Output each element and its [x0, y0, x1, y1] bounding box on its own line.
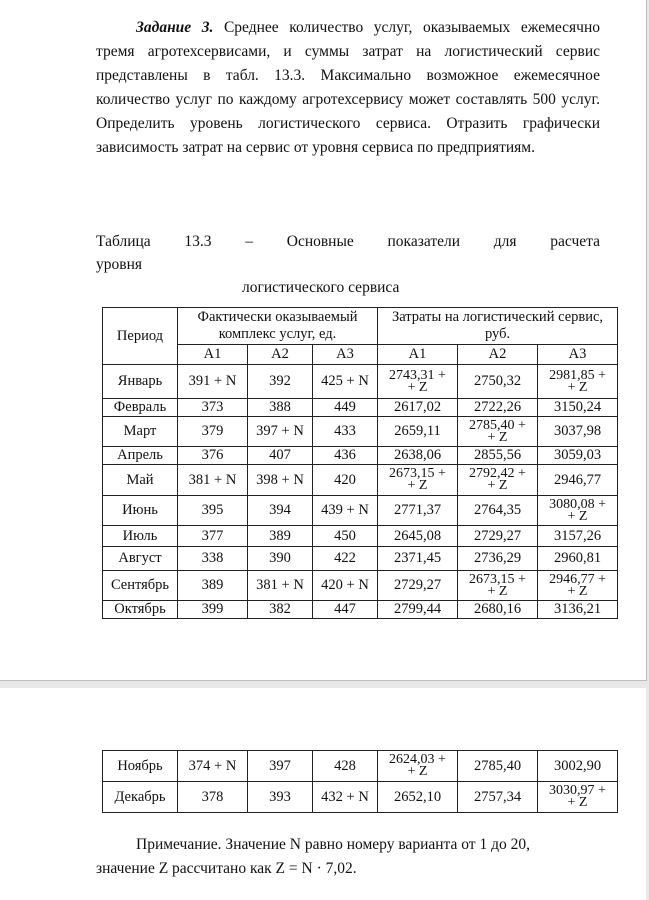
cost-value-line: 3080,08 + [549, 496, 606, 512]
cell-services-s1: 374 + N [178, 751, 248, 782]
caption-word: – [245, 233, 254, 250]
cell-services-s3: 439 + N [313, 496, 378, 526]
cost-value-line: 2785,40 + [469, 417, 526, 433]
cost-value-line: 3002,90 [553, 757, 602, 774]
cell-costs-c3 [538, 496, 618, 526]
cost-value-line: 2652,10 [393, 788, 442, 805]
cell-period: Март [103, 417, 178, 447]
table-row [103, 447, 618, 465]
cell-services-s1: 379 [178, 417, 248, 447]
cell-services-s3: 428 [313, 751, 378, 782]
caption-word: показатели [387, 233, 461, 250]
cell-services-s1: 399 [178, 601, 248, 619]
cost-value-line: 2757,34 [473, 788, 522, 805]
cell-services-s3: 422 [313, 547, 378, 571]
cell-costs-c3 [538, 547, 618, 571]
cell-services-s3: 450 [313, 526, 378, 547]
cell-costs-c2 [458, 465, 538, 496]
cell-services-s1: 389 [178, 571, 248, 601]
table-row [103, 526, 618, 547]
cell-costs-c3 [538, 417, 618, 447]
subheader-a2: А2 [248, 345, 313, 365]
cell-services-s1: 381 + N [178, 465, 248, 496]
cost-value-line: 2736,29 [473, 550, 522, 566]
cost-value-line: + Z [407, 478, 428, 493]
cost-value-line: 2785,40 [473, 757, 522, 774]
cost-value-line: 2673,15 + [389, 466, 446, 481]
cell-services-s2: 388 [248, 399, 313, 417]
subheader-a3: А3 [538, 345, 618, 365]
caption-word: Основные [286, 233, 354, 250]
cell-costs-c2 [458, 365, 538, 399]
cost-value-line: + Z [487, 429, 508, 445]
note-paragraph [96, 833, 600, 881]
cell-services-s1: 376 [178, 447, 248, 465]
task-text: Среднее количество услуг, оказываемых ежемесячно тремя агротехсервисами, и суммы затрат на логистический сервис представлены в табл. 13.3. Максимально возможное ежемесячное количество услуг по каждому агротехсервису может составлять 500 услуг. Определить уровень логистического сервиса. Отразить графически зависимость затрат на сервис от уровня сервиса по предприятиям. [96, 19, 601, 156]
cell-costs-c2 [458, 782, 538, 813]
cell-services-s3: 420 + N [313, 571, 378, 601]
cost-value-line: + Z [567, 795, 588, 810]
cell-services-s3: 436 [313, 447, 378, 465]
cell-services-s2: 381 + N [248, 571, 313, 601]
cell-costs-c2 [458, 417, 538, 447]
caption-word: расчета [550, 233, 600, 250]
cell-services-s2: 394 [248, 496, 313, 526]
cell-services-s2: 397 + N [248, 417, 313, 447]
cost-value-line: 2960,81 [553, 550, 602, 566]
table-row [103, 571, 618, 601]
cost-value-line: + Z [567, 379, 588, 395]
cost-value-line: + Z [567, 583, 588, 599]
cell-costs-c1 [378, 465, 458, 496]
cell-costs-c3 [538, 399, 618, 417]
cost-value-line: 2638,06 [393, 447, 442, 463]
cell-services-s1: 377 [178, 526, 248, 547]
cell-services-s2: 382 [248, 601, 313, 619]
cell-costs-c3 [538, 465, 618, 496]
cost-value-line: 3157,26 [553, 527, 602, 544]
cost-value-line: 2855,56 [473, 447, 522, 463]
cell-costs-c3 [538, 365, 618, 399]
cost-value-line: + Z [567, 508, 588, 524]
cell-costs-c1 [378, 365, 458, 399]
cell-costs-c3 [538, 782, 618, 813]
cell-costs-c3 [538, 526, 618, 547]
cell-costs-c1 [378, 526, 458, 547]
cost-value-line: 2946,77 [553, 471, 602, 488]
table-row [103, 399, 618, 417]
cost-value-line: 2771,37 [393, 502, 442, 518]
table-caption [96, 230, 600, 276]
cell-costs-c1 [378, 417, 458, 447]
cost-value-line: 3037,98 [553, 423, 602, 439]
table-row [103, 601, 618, 619]
cost-value-line: 2371,45 [393, 550, 442, 566]
cell-period: Апрель [103, 447, 178, 465]
cell-services-s2: 389 [248, 526, 313, 547]
cell-services-s1: 338 [178, 547, 248, 571]
cell-period: Июнь [103, 496, 178, 526]
cell-costs-c2 [458, 547, 538, 571]
cell-services-s1: 378 [178, 782, 248, 813]
cell-costs-c1 [378, 447, 458, 465]
cell-costs-c1 [378, 496, 458, 526]
cost-value-line: 2729,27 [473, 527, 522, 544]
cost-value-line: 3136,21 [553, 601, 602, 617]
table-row [103, 547, 618, 571]
cell-services-s1: 391 + N [178, 365, 248, 399]
table-body [103, 365, 618, 619]
cell-period: Май [103, 465, 178, 496]
cell-period: Сентябрь [103, 571, 178, 601]
caption-word: для [493, 233, 517, 250]
cost-value-line: 2659,11 [394, 423, 441, 439]
subheader-a3: А3 [313, 345, 378, 365]
cell-period: Июль [103, 526, 178, 547]
cell-period: Октябрь [103, 601, 178, 619]
header-services: Фактически оказываемый комплекс услуг, ед. [178, 308, 378, 345]
cell-period: Февраль [103, 399, 178, 417]
cost-value-line: 3150,24 [553, 399, 602, 415]
cell-period: Январь [103, 365, 178, 399]
cell-costs-c2 [458, 526, 538, 547]
cost-value-line: 3030,97 + [549, 783, 606, 798]
cost-value-line: 2946,77 + [549, 571, 606, 587]
cost-value-line: 2673,15 + [469, 571, 526, 587]
subheader-a2: А2 [458, 345, 538, 365]
data-table [102, 307, 618, 619]
cell-services-s2: 407 [248, 447, 313, 465]
cell-services-s2: 390 [248, 547, 313, 571]
cost-value-line: 2799,44 [393, 601, 442, 617]
cell-costs-c2 [458, 601, 538, 619]
cell-services-s1: 395 [178, 496, 248, 526]
cell-costs-c1 [378, 399, 458, 417]
table-body [103, 751, 618, 813]
cell-period: Август [103, 547, 178, 571]
caption-line-3: логистического сервиса [242, 279, 400, 296]
cost-value-line: 2617,02 [393, 399, 442, 415]
header-costs: Затраты на логистический сервис, руб. [378, 308, 618, 345]
caption-word: Таблица [96, 233, 151, 250]
cell-services-s3: 433 [313, 417, 378, 447]
caption-line-1 [96, 230, 600, 253]
cell-costs-c3 [538, 751, 618, 782]
cost-value-line: 2722,26 [473, 399, 522, 415]
data-table-continued [102, 750, 618, 813]
cell-costs-c1 [378, 601, 458, 619]
cell-services-s3: 449 [313, 399, 378, 417]
cell-costs-c1 [378, 782, 458, 813]
cost-value-line: 2680,16 [473, 601, 522, 617]
cell-services-s3: 447 [313, 601, 378, 619]
cell-period: Декабрь [103, 782, 178, 813]
table-row [103, 782, 618, 813]
cost-value-line: + Z [407, 764, 428, 779]
cell-services-s2: 393 [248, 782, 313, 813]
note-line-2: значение Z рассчитано как Z = N · 7,02. [96, 860, 357, 877]
cell-costs-c1 [378, 571, 458, 601]
cell-costs-c2 [458, 496, 538, 526]
caption-line-2: уровня [96, 256, 142, 273]
cell-costs-c2 [458, 571, 538, 601]
header-period: Период [103, 308, 178, 365]
table-row [103, 751, 618, 782]
cost-value-line: 2645,08 [393, 527, 442, 544]
cell-services-s2: 397 [248, 751, 313, 782]
caption-word: 13.3 [184, 233, 212, 250]
table-row [103, 365, 618, 399]
cell-costs-c2 [458, 751, 538, 782]
cell-costs-c1 [378, 547, 458, 571]
cost-value-line: 2729,27 [393, 577, 442, 593]
task-label: Задание 3. [136, 19, 214, 36]
cell-costs-c1 [378, 751, 458, 782]
cost-value-line: 2981,85 + [549, 367, 606, 383]
cell-services-s3: 432 + N [313, 782, 378, 813]
cell-services-s1: 373 [178, 399, 248, 417]
table-row [103, 496, 618, 526]
cost-value-line: 2743,31 + [389, 367, 446, 383]
cell-costs-c3 [538, 571, 618, 601]
cost-value-line: + Z [487, 478, 508, 493]
cell-services-s3: 425 + N [313, 365, 378, 399]
table-row [103, 417, 618, 447]
cell-costs-c3 [538, 601, 618, 619]
cost-value-line: 2764,35 [473, 502, 522, 518]
task-paragraph [96, 16, 600, 160]
table-row [103, 465, 618, 496]
cell-costs-c3 [538, 447, 618, 465]
cost-value-line: + Z [407, 379, 428, 395]
note-line-1: Примечание. Значение N равно номеру варианта от 1 до 20, [136, 836, 530, 853]
document-page-2 [0, 688, 646, 900]
cost-value-line: 3059,03 [553, 447, 602, 463]
cost-value-line: 2624,03 + [389, 752, 446, 767]
cell-services-s2: 392 [248, 365, 313, 399]
cell-period: Ноябрь [103, 751, 178, 782]
subheader-a1: А1 [378, 345, 458, 365]
cell-services-s2: 398 + N [248, 465, 313, 496]
subheader-a1: А1 [178, 345, 248, 365]
cost-value-line: + Z [487, 583, 508, 599]
cost-value-line: 2750,32 [473, 373, 522, 389]
cell-costs-c2 [458, 447, 538, 465]
cell-costs-c2 [458, 399, 538, 417]
cost-value-line: 2792,42 + [469, 466, 526, 481]
cell-services-s3: 420 [313, 465, 378, 496]
